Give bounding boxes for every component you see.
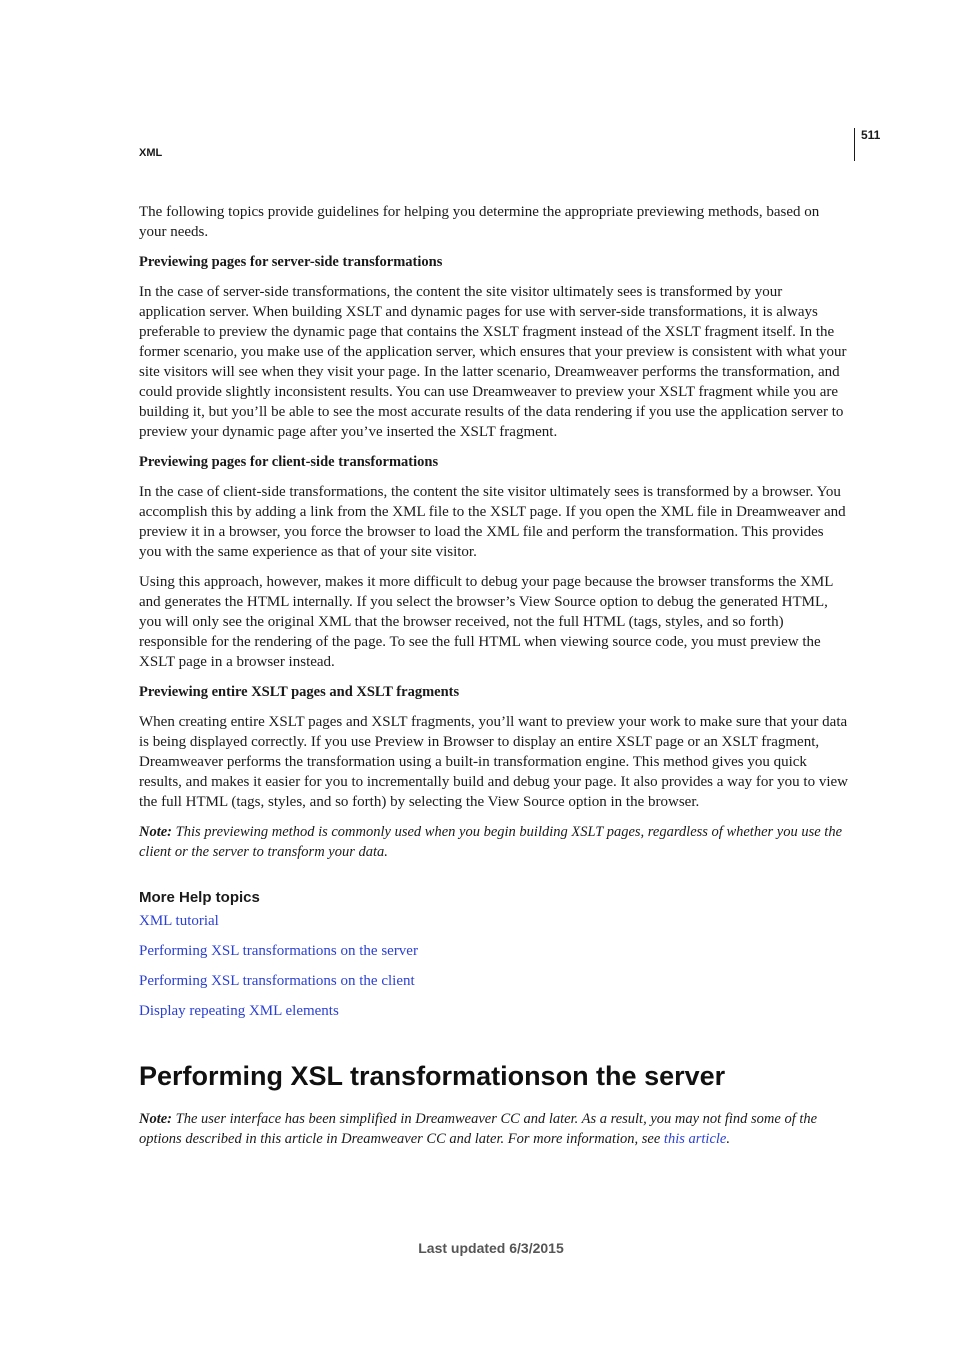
- link-xml-tutorial[interactable]: XML tutorial: [139, 913, 219, 929]
- main-heading: Performing XSL transformationson the server: [139, 1061, 726, 1091]
- note-label: Note:: [139, 824, 173, 840]
- intro-paragraph: The following topics provide guidelines for helping you determine the appropriate previewing methods, based on your needs.: [139, 204, 820, 240]
- more-help-title: More Help topics: [139, 889, 260, 906]
- link-xsl-server[interactable]: Performing XSL transformations on the server: [139, 943, 418, 959]
- section-heading-server-side: Previewing pages for server-side transformations: [139, 254, 443, 270]
- note-previewing: [139, 822, 849, 862]
- section-paragraph: In the case of server-side transformations, the content the site visitor ultimately sees is transformed by your application server. When building XSLT and dynamic pages for use with server-side transformations, it is always preferable to preview the dynamic page that contains the XSLT fragment instead of the XSLT fragment itself. In the former scenario, you make use of the application server, which ensures that your preview is consistent with what your site visitors will see when they visit your page. In the latter scenario, Dreamweaver performs the transformation, and could provide slightly inconsistent results. You can use Dreamweaver to preview your XSLT fragment while you are building it, but you’ll be able to see the most accurate results of the data rendering if you use the application server to preview your dynamic page after you’ve inserted the XSLT fragment.: [139, 284, 847, 440]
- header-rule: [854, 128, 855, 161]
- link-this-article[interactable]: this article: [663, 1131, 727, 1147]
- section-paragraph: In the case of client-side transformations, the content the site visitor ultimately sees is transformed by a browser. You accomplish this by adding a link from the XML file to the XSLT page. If you open the XML file in Dreamweaver and preview it in a browser, you force the browser to load the XML file and perform the transformation. This provides you with the same experience as that of your site visitor.: [139, 484, 846, 560]
- page-number: 511: [861, 128, 881, 142]
- link-display-repeating[interactable]: Display repeating XML elements: [139, 1003, 339, 1019]
- note-user-interface: [139, 1109, 849, 1149]
- section-paragraph: Using this approach, however, makes it more difficult to debug your page because the browser transforms the XML and generates the HTML internally. If you select the browser’s View Source option to debug the generated HTML, you will only see the original XML that the browser received, not the full HTML (tags, styles, and so forth) responsible for the rendering of the page. To see the full HTML when viewing source code, you must preview the XSLT page in a browser instead.: [139, 574, 833, 670]
- section-paragraph: When creating entire XSLT pages and XSLT fragments, you’ll want to preview your work to make sure that your data is being displayed correctly. If you use Preview in Browser to display an entire XSLT page or an XSLT fragment, Dreamweaver performs the transformation using a built-in transformation engine. This method gives you quick results, and makes it easier for you to incrementally build and debug your page. It also provides a way for you to view the full HTML (tags, styles, and so forth) by selecting the View Source option in the browser.: [139, 714, 848, 810]
- footer-last-updated: Last updated 6/3/2015: [418, 1240, 564, 1256]
- note-text-end: .: [726, 1131, 730, 1147]
- note-text: This previewing method is commonly used when you begin building XSLT pages, regardless of whether you use the client or the server to transform your data.: [139, 824, 843, 860]
- note-text: The user interface has been simplified in Dreamweaver CC and later. As a result, you may not find some of the options described in this article in Dreamweaver CC and later. For more information, see: [139, 1111, 818, 1147]
- running-head: XML: [139, 147, 163, 159]
- note-label: Note:: [139, 1111, 173, 1127]
- page-content: [139, 202, 849, 1149]
- link-xsl-client[interactable]: Performing XSL transformations on the client: [139, 973, 415, 989]
- section-heading-entire-xslt: Previewing entire XSLT pages and XSLT fragments: [139, 684, 460, 700]
- section-heading-client-side: Previewing pages for client-side transformations: [139, 454, 439, 470]
